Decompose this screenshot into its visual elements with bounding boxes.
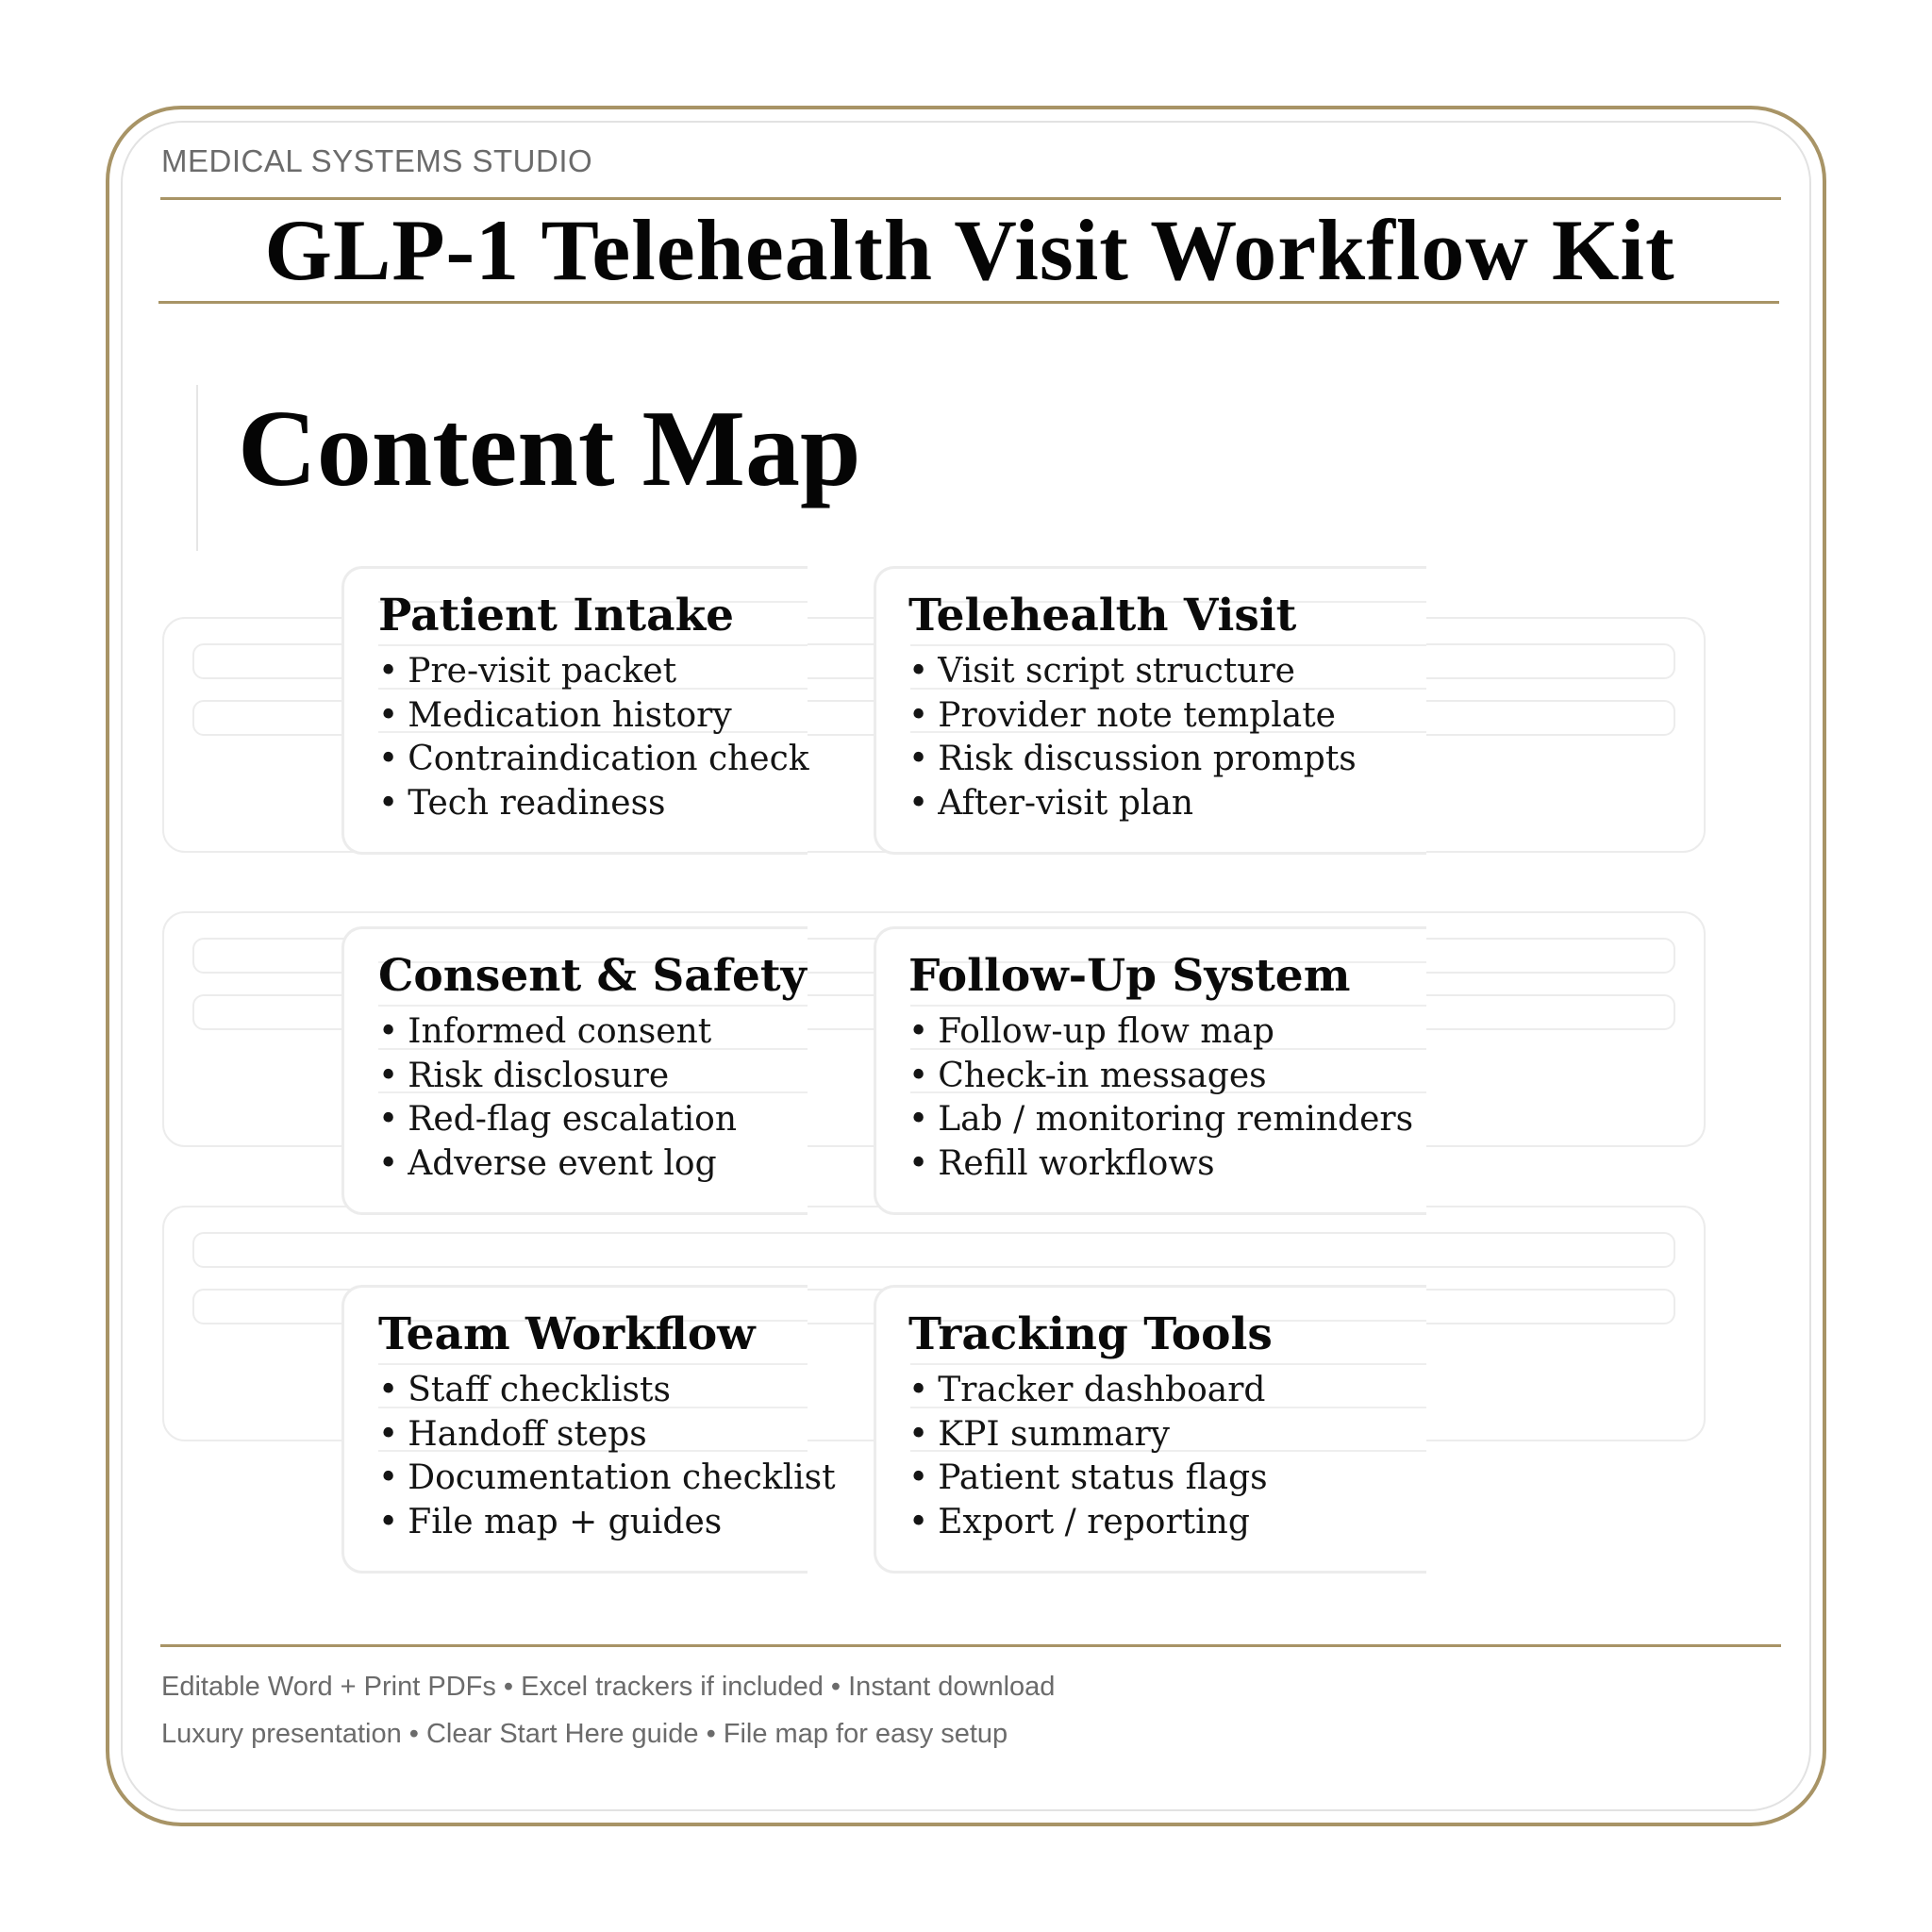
card-guide-line (378, 1363, 808, 1365)
card-item-list (378, 1010, 737, 1186)
card-title: Patient Intake (378, 590, 735, 641)
list-item: • Medication history (378, 694, 809, 739)
card-guide-line (910, 1005, 1426, 1007)
content-card-telehealth-visit (874, 566, 1426, 855)
card-title: Consent & Safety (378, 950, 807, 1002)
list-item: • Tech readiness (378, 782, 809, 826)
card-guide-line (910, 644, 1426, 646)
list-item: • Tracker dashboard (908, 1369, 1268, 1413)
list-item: • Patient status flags (908, 1457, 1268, 1501)
header-bottom-rule (158, 301, 1779, 304)
card-guide-line (910, 1363, 1426, 1365)
page-title: GLP-1 Telehealth Visit Workflow Kit (264, 202, 1675, 298)
list-item: • Check-in messages (908, 1055, 1413, 1099)
list-item: • Risk disclosure (378, 1055, 737, 1099)
footer-presentation-line: Luxury presentation • Clear Start Here guide • File map for easy setup (161, 1719, 1008, 1749)
card-title: Tracking Tools (908, 1308, 1273, 1360)
content-card-team-workflow (341, 1285, 836, 1574)
card-title: Telehealth Visit (908, 590, 1297, 641)
card-item-list (908, 1369, 1268, 1544)
content-card-tracking-tools (874, 1285, 1426, 1574)
list-item: • KPI summary (908, 1413, 1268, 1457)
card-item-list (908, 650, 1357, 825)
card-item-list (378, 650, 809, 825)
content-card-consent-safety (341, 926, 808, 1215)
list-item: • Export / reporting (908, 1501, 1268, 1545)
card-guide-line (378, 1005, 808, 1007)
list-item: • Follow-up flow map (908, 1010, 1413, 1055)
list-item: • Documentation checklist (378, 1457, 836, 1501)
section-accent-bar (196, 385, 198, 551)
list-item: • Refill workflows (908, 1142, 1413, 1187)
list-item: • Red-flag escalation (378, 1098, 737, 1142)
card-title: Follow-Up System (908, 950, 1351, 1002)
list-item: • After-visit plan (908, 782, 1357, 826)
content-card-patient-intake (341, 566, 808, 855)
list-item: • Lab / monitoring reminders (908, 1098, 1413, 1142)
content-card-follow-up-system (874, 926, 1426, 1215)
list-item: • Contraindication check (378, 738, 809, 782)
list-item: • Adverse event log (378, 1142, 737, 1187)
brand-label: MEDICAL SYSTEMS STUDIO (161, 143, 593, 178)
list-item: • Handoff steps (378, 1413, 836, 1457)
list-item: • Visit script structure (908, 650, 1357, 694)
footer-features-line: Editable Word + Print PDFs • Excel trackers if included • Instant download (161, 1672, 1056, 1702)
list-item: • File map + guides (378, 1501, 836, 1545)
list-item: • Provider note template (908, 694, 1357, 739)
list-item: • Pre-visit packet (378, 650, 809, 694)
card-item-list (378, 1369, 836, 1544)
background-bar (192, 1232, 1675, 1268)
footer-rule (160, 1644, 1781, 1647)
section-heading: Content Map (238, 389, 861, 509)
card-title: Team Workflow (378, 1308, 756, 1360)
list-item: • Staff checklists (378, 1369, 836, 1413)
list-item: • Informed consent (378, 1010, 737, 1055)
list-item: • Risk discussion prompts (908, 738, 1357, 782)
card-guide-line (378, 644, 808, 646)
card-item-list (908, 1010, 1413, 1186)
